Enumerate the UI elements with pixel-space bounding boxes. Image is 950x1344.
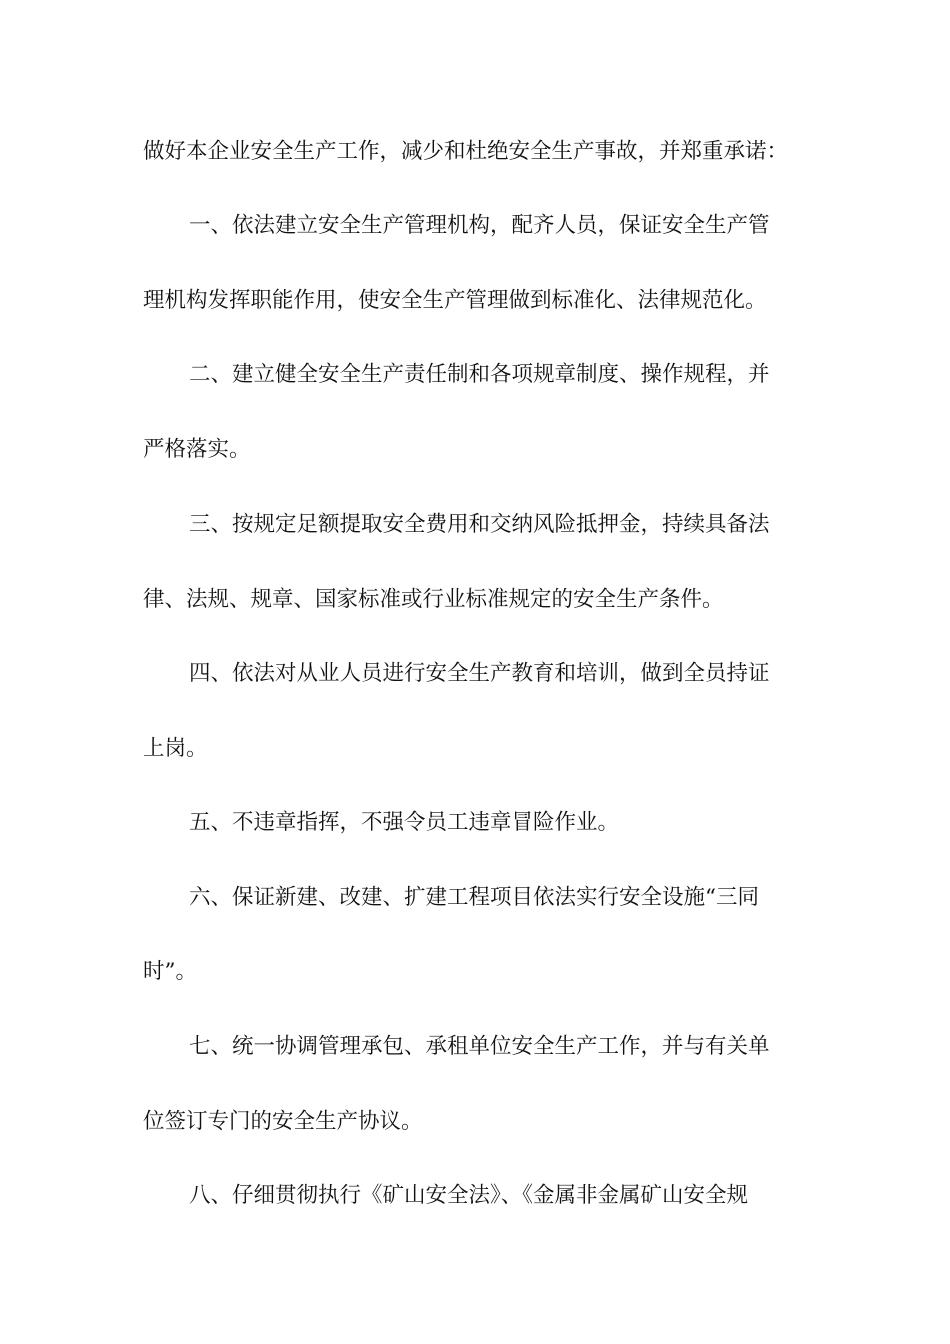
text-line-6: 三、按规定足额提取安全费用和交纳风险抵押金，持续具备法 [189,512,770,537]
text-line-14: 位签订专门的安全生产协议。 [143,1109,423,1134]
text-line-8: 四、依法对从业人员进行安全生产教育和培训，做到全员持证 [189,661,770,686]
text-line-3: 理机构发挥职能作用，使安全生产管理做到标准化、法律规范化。 [143,288,767,313]
text-line-13: 七、统一协调管理承包、承租单位安全生产工作，并与有关单 [189,1034,770,1059]
text-line-7: 律、法规、规章、国家标准或行业标准规定的安全生产条件。 [143,587,724,612]
text-line-11: 六、保证新建、改建、扩建工程项目依法实行安全设施“三同 [189,885,759,910]
text-line-15: 八、仔细贯彻执行《矿山安全法》、《金属非金属矿山安全规 [189,1183,749,1208]
text-line-12: 时”。 [143,959,197,984]
text-line-9: 上岗。 [143,736,208,761]
text-line-4: 二、建立健全安全生产责任制和各项规章制度、操作规程，并 [189,362,770,387]
text-line-5: 严格落实。 [143,437,251,462]
text-line-1: 做好本企业安全生产工作，减少和杜绝安全生产事故，并郑重承诺： [143,139,789,164]
text-line-2: 一、依法建立安全生产管理机构，配齐人员，保证安全生产管 [189,213,770,238]
text-line-10: 五、不违章指挥，不强令员工违章冒险作业。 [189,810,620,835]
